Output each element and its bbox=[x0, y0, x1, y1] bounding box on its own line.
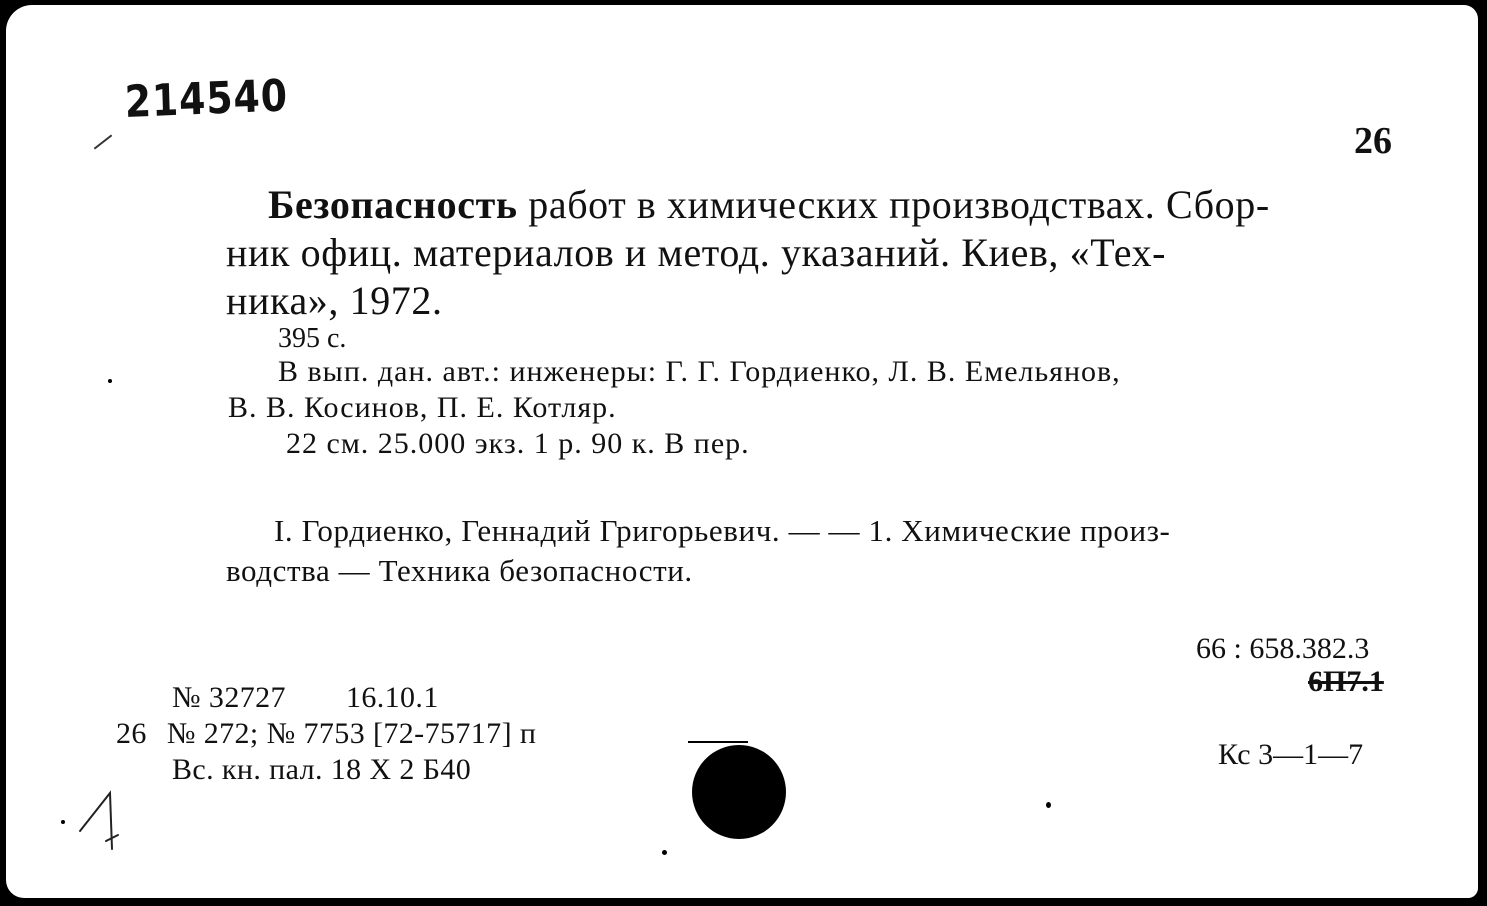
title-bold-word: Безопасность bbox=[268, 182, 518, 227]
struck-classification-code: 6П7.1 bbox=[1308, 665, 1384, 698]
kc-code: Кс 3—1—7 bbox=[1218, 738, 1364, 771]
inventory-line-3: Вс. кн. пал. 18 Х 2 Б40 bbox=[172, 753, 472, 786]
ink-speck bbox=[61, 820, 65, 824]
card-number: 26 bbox=[1354, 120, 1392, 162]
size-print-run-price: 22 см. 25.000 экз. 1 р. 90 к. В пер. bbox=[286, 427, 750, 460]
punched-hole bbox=[692, 745, 786, 839]
title-line-1-rest: работ в химических производствах. Сбор- bbox=[517, 182, 1270, 227]
inventory-line-1 bbox=[172, 681, 439, 715]
page-count: 395 с. bbox=[278, 323, 347, 354]
inventory-line-2 bbox=[116, 717, 536, 751]
ink-speck bbox=[662, 850, 667, 855]
catalog-card bbox=[6, 5, 1478, 898]
udc-code: 66 : 658.382.3 bbox=[1196, 632, 1370, 665]
inventory-number: № 32727 bbox=[172, 681, 286, 714]
handwritten-inventory-number: 214540 bbox=[124, 70, 289, 128]
authors-line-2: В. В. Косинов, П. Е. Котляр. bbox=[228, 391, 617, 424]
title-line-1 bbox=[268, 181, 1270, 228]
title-line-2: ник офиц. материалов и метод. указаний. Киев, «Тех- bbox=[226, 230, 1167, 275]
title-line-3: ника», 1972. bbox=[226, 278, 443, 323]
inventory-line-2-prefix: 26 bbox=[116, 717, 147, 750]
inventory-code: 16.10.1 bbox=[345, 681, 439, 714]
ink-speck bbox=[1046, 802, 1051, 808]
handwritten-mark bbox=[66, 785, 126, 855]
subject-line-2: водства — Техника безопасности. bbox=[226, 553, 693, 588]
subject-line-1: I. Гордиенко, Геннадий Григорьевич. — — 1. Химические произ- bbox=[274, 513, 1171, 548]
ink-speck bbox=[108, 379, 112, 383]
authors-line-1: В вып. дан. авт.: инженеры: Г. Г. Гордиенко, Л. В. Емельянов, bbox=[278, 355, 1121, 388]
ink-scratch bbox=[688, 741, 748, 743]
pencil-tick-mark bbox=[94, 134, 113, 149]
inventory-line-2-text: № 272; № 7753 [72-75717] п bbox=[166, 717, 537, 750]
